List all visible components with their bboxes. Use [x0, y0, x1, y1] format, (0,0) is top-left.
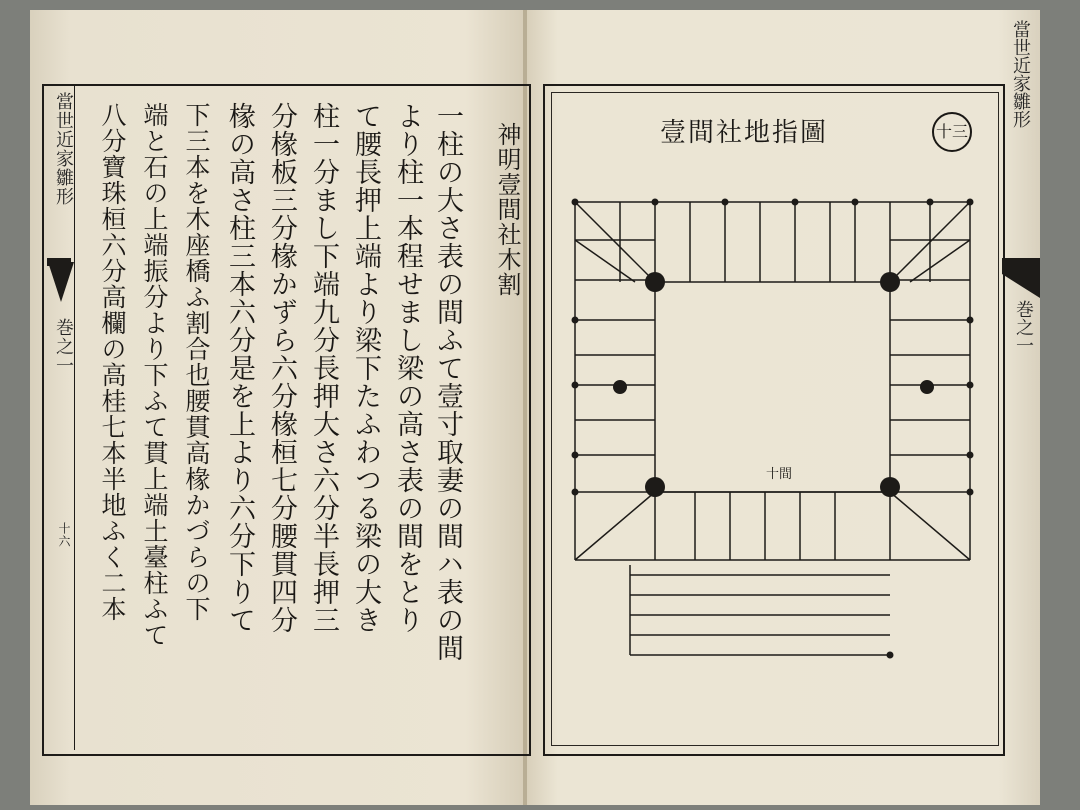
right-margin-volume: 巻之一 [1013, 300, 1034, 354]
left-margin-title: 當世近家雛形 [53, 92, 74, 206]
text-column-8: 端と石の上端振分より下ふて貫上端土臺柱ふて [140, 102, 169, 648]
center-measure-label: 十間 [765, 467, 793, 482]
text-column-4: 柱一分まし下端九分長押大さ六分半長押三 [308, 102, 339, 634]
margin-fishtail-mark [48, 262, 74, 302]
text-column-3: て腰長押上端より梁下たふわつる梁の大き [350, 102, 381, 634]
shrine-floor-plan [555, 180, 985, 680]
text-column-5: 分椽板三分椽かずら六分椽桓七分腰貫四分 [266, 102, 297, 634]
text-column-6: 椽の高さ柱三本六分是を上より六分下りて [224, 102, 255, 634]
text-column-1: 一柱の大さ表の間ふて壹寸取妻の間ハ表の間 [432, 102, 463, 662]
diagram-title: 壹間社地指圖 [660, 118, 829, 148]
right-margin-title: 當世近家雛形 [1010, 20, 1031, 128]
left-margin-volume: 巻之一 [53, 318, 74, 375]
text-column-9: 八分寶珠桓六分高欄の高桂七本半地ふく二本 [98, 102, 127, 622]
section-heading: 神明壹間社木割 [493, 122, 521, 297]
page-number: 十六 [57, 522, 71, 548]
diagram-number-badge: 十三 [932, 112, 972, 152]
text-column-7: 下三本を木座橋ふ割合也腰貫高椽かづらの下 [182, 102, 211, 622]
text-column-2: より柱一本程せまし梁の高さ表の間をとり [392, 102, 423, 634]
